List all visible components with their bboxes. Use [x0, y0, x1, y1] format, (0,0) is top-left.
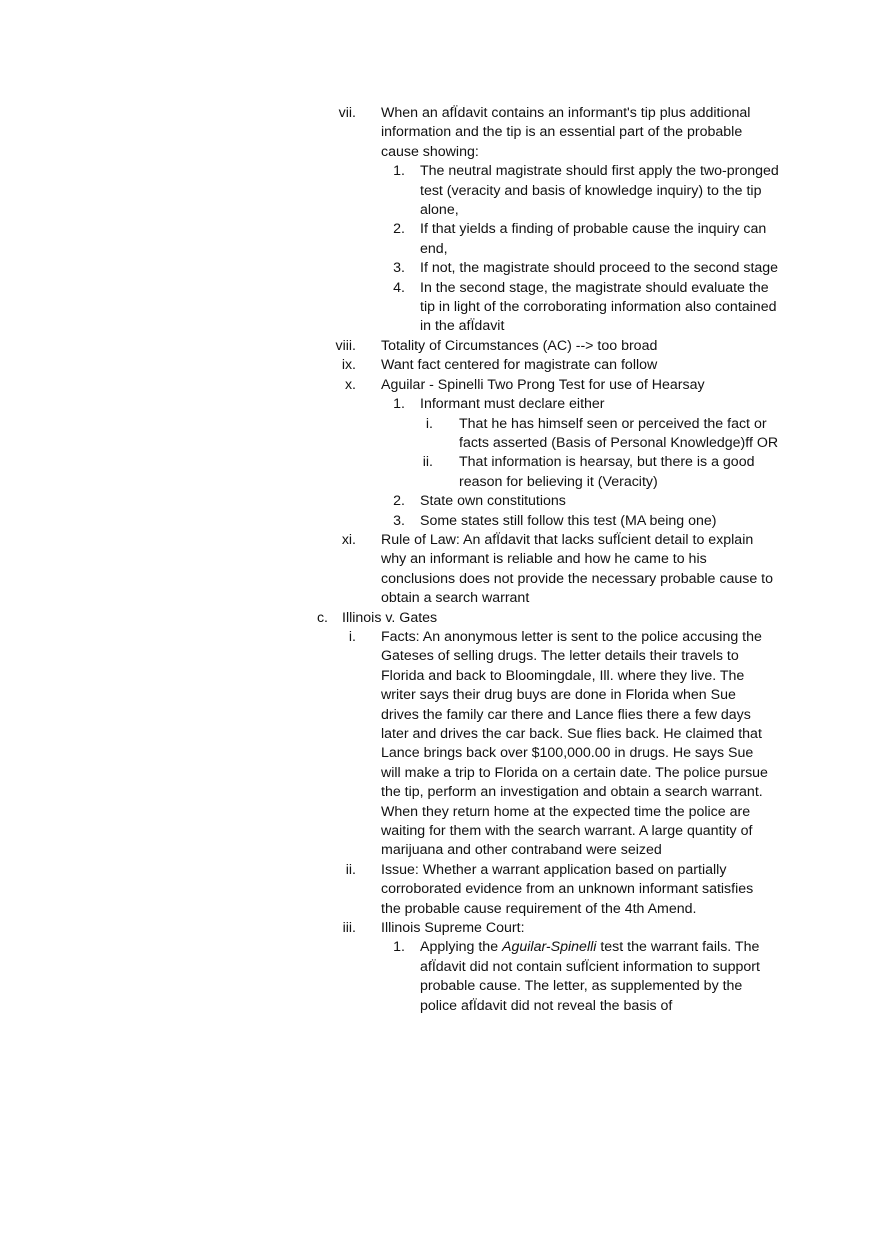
list-marker: i. [348, 628, 356, 645]
outline-item-c-iii [0, 919, 880, 938]
outline-item-x-2 [0, 492, 880, 511]
list-item-text: Informant must declare either [420, 396, 605, 413]
outline-item-viii [0, 337, 880, 356]
list-item-text: The neutral magistrate should first apply the two-pronged test (veracity and basis of knowledge inquiry) to the tip alone, [420, 163, 779, 219]
list-item-text: Facts: An anonymous letter is sent to the police accusing the Gateses of selling drugs. The letter details their travels to Florida and back to Bloomingdale, Ill. where they live. The writer says their drug buys are done in Florida when Sue drives the family car there and Lance flies there a few days later and drives the car back. Sue flies back. He claimed that Lance brings back over $100,000.00 in drugs. He says Sue will make a trip to Florida on a certain date. The police pursue the tip, perform an investigation and obtain a search warrant. When they return home at the expected time the police are waiting for them with the search warrant. A large quantity of marijuana and other contraband were seized [381, 628, 768, 859]
list-item-text: If not, the magistrate should proceed to the second stage [420, 260, 779, 277]
outline-item-vii-1 [0, 162, 880, 220]
outline-item-c-i [0, 628, 880, 861]
list-item-text: Illinois Supreme Court: [381, 920, 525, 937]
outline-item-c [0, 609, 880, 628]
outline-item-x-1-i [0, 415, 880, 454]
list-marker: 3. [393, 260, 405, 277]
list-marker: 1. [393, 939, 405, 956]
list-marker: viii. [335, 337, 356, 354]
outline-item-x-1 [0, 395, 880, 414]
outline-item-vii-2 [0, 220, 880, 259]
list-marker: xi. [341, 531, 356, 548]
outline-item-ix [0, 356, 880, 375]
case-name-italic: Aguilar-Spinelli [502, 939, 597, 956]
list-item-text: Aguilar - Spinelli Two Prong Test for use of Hearsay [381, 376, 705, 393]
list-marker: 2. [393, 493, 405, 510]
list-item-text [420, 938, 780, 1016]
list-item-text: If that yields a finding of probable cause the inquiry can end, [420, 221, 767, 257]
outline-item-c-ii [0, 861, 880, 919]
outline-item-c-iii-1 [0, 938, 880, 1016]
list-marker: ii. [345, 861, 356, 878]
list-item-text: That information is hearsay, but there is a good reason for believing it (Veracity) [459, 454, 755, 490]
list-item-text: Issue: Whether a warrant application based on partially corroborated evidence from an unknown informant satisfies the probable cause requirement of the 4th Amend. [381, 861, 754, 917]
text-after: test the warrant fails. The afÏdavit did not contain sufÏcient information to support probable cause. The letter, as supplemented by the police afÏdavit did not reveal the basis of [420, 939, 760, 1014]
list-marker: i. [425, 415, 433, 432]
outline-item-vii [0, 104, 880, 162]
list-item-text: Some states still follow this test (MA being one) [420, 512, 717, 529]
list-item-text: Totality of Circumstances (AC) --> too broad [381, 337, 658, 354]
list-marker: 1. [393, 163, 405, 180]
outline-item-x [0, 376, 880, 395]
list-marker: x. [344, 376, 356, 393]
list-item-text: That he has himself seen or perceived the fact or facts asserted (Basis of Personal Knowledge)ff OR [459, 415, 779, 451]
list-item-text: State own constitutions [420, 493, 566, 510]
list-marker: ix. [341, 357, 356, 374]
list-item-text: Want fact centered for magistrate can follow [381, 357, 658, 374]
outline-item-x-3 [0, 512, 880, 531]
list-marker: c. [316, 609, 328, 626]
case-heading: Illinois v. Gates [342, 609, 438, 626]
outline-body [0, 104, 880, 1016]
list-marker: 3. [393, 512, 405, 529]
list-marker: 2. [393, 221, 405, 238]
outline-item-xi [0, 531, 880, 609]
list-marker: vii. [338, 105, 356, 121]
list-item-text: Rule of Law: An afÏdavit that lacks sufÏcient detail to explain why an informant is reliable and how he came to his conclusions does not provide the necessary probable cause to obtain a search warrant [381, 531, 773, 607]
text-before: Applying the [420, 939, 503, 956]
list-marker: 1. [393, 396, 405, 413]
list-marker: 4. [393, 279, 405, 296]
outline-item-vii-4 [0, 279, 880, 337]
outline-item-x-1-ii [0, 453, 880, 492]
list-marker: ii. [422, 454, 433, 471]
list-item-text: In the second stage, the magistrate should evaluate the tip in light of the corroborating information also contained in the afÏdavit [420, 279, 777, 335]
outline-item-vii-3 [0, 259, 880, 278]
list-marker: iii. [342, 920, 356, 937]
list-item-text: When an afÏdavit contains an informant's tip plus additional information and the tip is an essential part of the probable cause showing: [381, 105, 751, 160]
